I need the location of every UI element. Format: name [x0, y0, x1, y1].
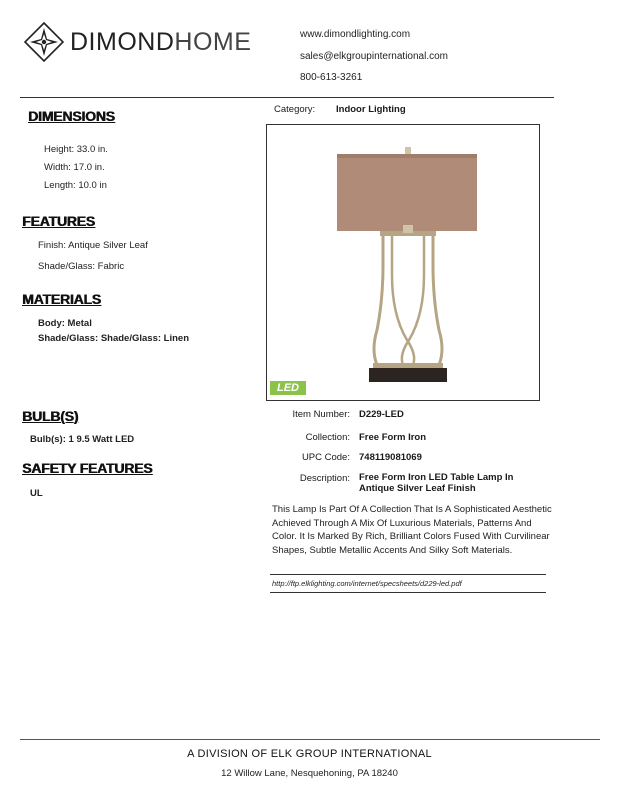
description-label: Description: — [299, 473, 350, 484]
upc-value: 748119081069 — [359, 452, 422, 463]
features-heading: FEATURES — [22, 213, 95, 229]
spec-sheet-link[interactable]: http://ftp.elklighting.com/internet/specsheets/d229-led.pdf — [272, 579, 462, 588]
spec-url-top-divider — [270, 574, 546, 575]
collection-label: Collection: — [305, 432, 350, 443]
feature-finish: Finish: Antique Silver Leaf — [38, 240, 148, 251]
table-lamp-image — [267, 125, 539, 400]
led-badge: LED — [270, 381, 306, 395]
item-number-label: Item Number: — [292, 409, 350, 420]
item-number-value: D229-LED — [359, 409, 404, 420]
safety-heading: SAFETY FEATURES — [22, 460, 153, 476]
spec-url-bottom-divider — [270, 592, 546, 593]
dimension-height: Height: 33.0 in. — [44, 144, 108, 155]
email-link[interactable]: sales@elkgroupinternational.com — [300, 51, 449, 62]
brand-wordmark — [70, 28, 251, 57]
dimond-logo-icon — [24, 22, 64, 62]
safety-value: UL — [30, 488, 43, 499]
dimension-width: Width: 17.0 in. — [44, 162, 105, 173]
dimensions-heading: DIMENSIONS — [28, 108, 115, 124]
phone-number: 800-613-3261 — [300, 72, 363, 83]
category-label: Category: — [274, 104, 316, 115]
product-description: This Lamp Is Part Of A Collection That Is A Sophisticated Aesthetic Achieved Through A Mix Of Luxurious Materials, Patterns And Color. It Is Marked By Rich, Brilliant Colors Fused With Curvilinear Shapes, Subtle Metallic Accents And Silky Soft Materials. — [272, 504, 552, 556]
bulbs-value: Bulb(s): 1 9.5 Watt LED — [30, 434, 135, 445]
footer-divider — [20, 739, 600, 740]
dimension-length: Length: 10.0 in — [44, 180, 107, 191]
description-value-line-1: Free Form Iron LED Table Lamp In — [359, 472, 514, 483]
description-value-line-2: Antique Silver Leaf Finish — [359, 483, 476, 494]
category-value: Indoor Lighting — [336, 104, 406, 115]
collection-value: Free Form Iron — [359, 432, 427, 443]
bulbs-heading: BULB(S) — [22, 408, 79, 424]
product-photo — [266, 124, 540, 401]
feature-shade-glass: Shade/Glass: Fabric — [38, 261, 125, 272]
upc-label: UPC Code: — [301, 452, 350, 463]
material-body: Body: Metal — [38, 318, 92, 329]
materials-heading: MATERIALS — [22, 291, 101, 307]
material-shade: Shade/Glass: Shade/Glass: Linen — [38, 333, 189, 344]
footer-address: 12 Willow Lane, Nesquehoning, PA 18240 — [221, 768, 398, 779]
website-link[interactable]: www.dimondlighting.com — [300, 29, 411, 40]
brand-name-bold: DIMOND — [70, 28, 175, 56]
brand-name-light: HOME — [174, 28, 252, 56]
footer-division: A DIVISION OF ELK GROUP INTERNATIONAL — [187, 748, 432, 760]
header-divider — [20, 97, 554, 98]
